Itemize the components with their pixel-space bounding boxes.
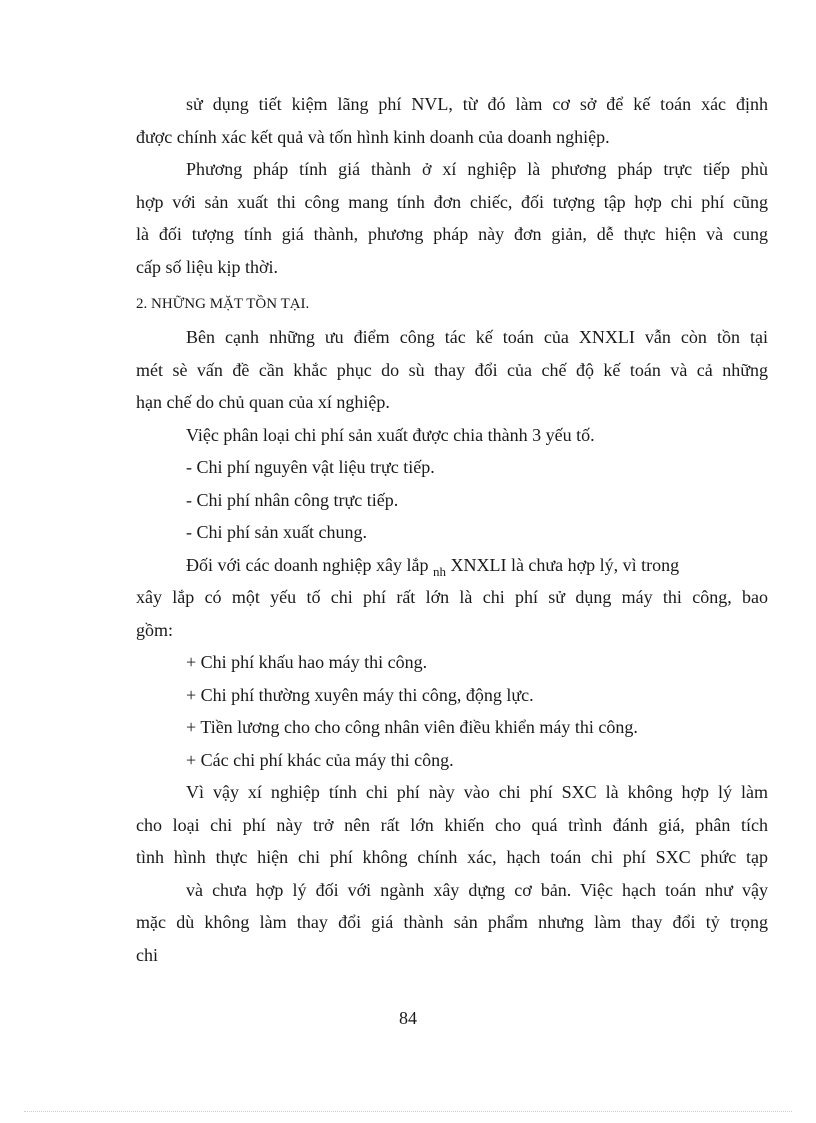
paragraph-line: hợp với sản xuất thi công mang tính đơn chiếc, đối tượng tập hợp chi phí cũng <box>136 191 768 212</box>
paragraph-line: sử dụng tiết kiệm lãng phí NVL, từ đó làm cơ sở để kế toán xác định <box>186 94 768 114</box>
paragraph-line: gồm: <box>136 619 174 640</box>
paragraph-line: chi <box>136 944 158 965</box>
paragraph-line: hạn chế do chủ quan của xí nghiệp. <box>136 392 390 412</box>
paragraph-text: Đối với các doanh nghiệp xây lắp <box>186 554 429 575</box>
list-item: + Chi phí khấu hao máy thi công. <box>186 652 428 672</box>
paragraph-line <box>136 549 768 582</box>
paragraph-line: Phương pháp tính giá thành ở xí nghiệp là phương pháp trực tiếp phù <box>186 159 768 179</box>
paragraph-line: mét sè vấn đề cần khắc phục do sù thay đổi của chế độ kế toán và cả những <box>136 359 768 380</box>
paragraph-line: được chính xác kết quả và tốn hình kinh doanh của doanh nghiệp. <box>136 126 610 147</box>
paragraph-line: cấp số liệu kịp thời. <box>136 256 278 277</box>
subscript-fragment: nh <box>432 563 446 579</box>
footer-divider <box>24 1111 792 1112</box>
paragraph-line: Bên cạnh những ưu điểm công tác kế toán của XNXLI vẫn còn tồn tại <box>186 327 768 347</box>
paragraph-line: Vì vậy xí nghiệp tính chi phí này vào chi phí SXC là không hợp lý làm <box>186 782 768 802</box>
list-item: - Chi phí sản xuất chung. <box>186 522 367 542</box>
list-item: + Các chi phí khác của máy thi công. <box>186 749 454 770</box>
paragraph-line: Việc phân loại chi phí sản xuất được chia thành 3 yếu tố. <box>186 424 595 445</box>
list-item: + Tiền lương cho cho công nhân viên điều khiển máy thi công. <box>186 717 638 737</box>
paragraph-line: mặc dù không làm thay đổi giá thành sản phẩm nhưng làm thay đổi tỷ trọng <box>136 912 768 932</box>
section-heading: 2. NHỮNG MẶT TỒN TẠI. <box>136 296 310 312</box>
paragraph-line: và chưa hợp lý đối với ngành xây dựng cơ bản. Việc hạch toán như vậy <box>186 879 768 900</box>
paragraph-line: là đối tượng tính giá thành, phương pháp này đơn giản, dễ thực hiện và cung <box>136 224 768 244</box>
page-number: 84 <box>399 1008 417 1028</box>
list-item: - Chi phí nguyên vật liệu trực tiếp. <box>186 457 435 477</box>
body-text <box>136 88 768 971</box>
paragraph-line: cho loại chi phí này trở nên rất lớn khiến cho quá trình đánh giá, phân tích <box>136 814 768 835</box>
paragraph-line: xây lắp có một yếu tố chi phí rất lớn là chi phí sử dụng máy thi công, bao <box>136 587 768 607</box>
list-item: + Chi phí thường xuyên máy thi công, động lực. <box>186 684 534 705</box>
paragraph-line: tình hình thực hiện chi phí không chính xác, hạch toán chi phí SXC phức tạp <box>136 847 768 867</box>
paragraph-text: XNXLI là chưa hợp lý, vì trong <box>450 554 680 575</box>
list-item: - Chi phí nhân công trực tiếp. <box>186 489 399 510</box>
